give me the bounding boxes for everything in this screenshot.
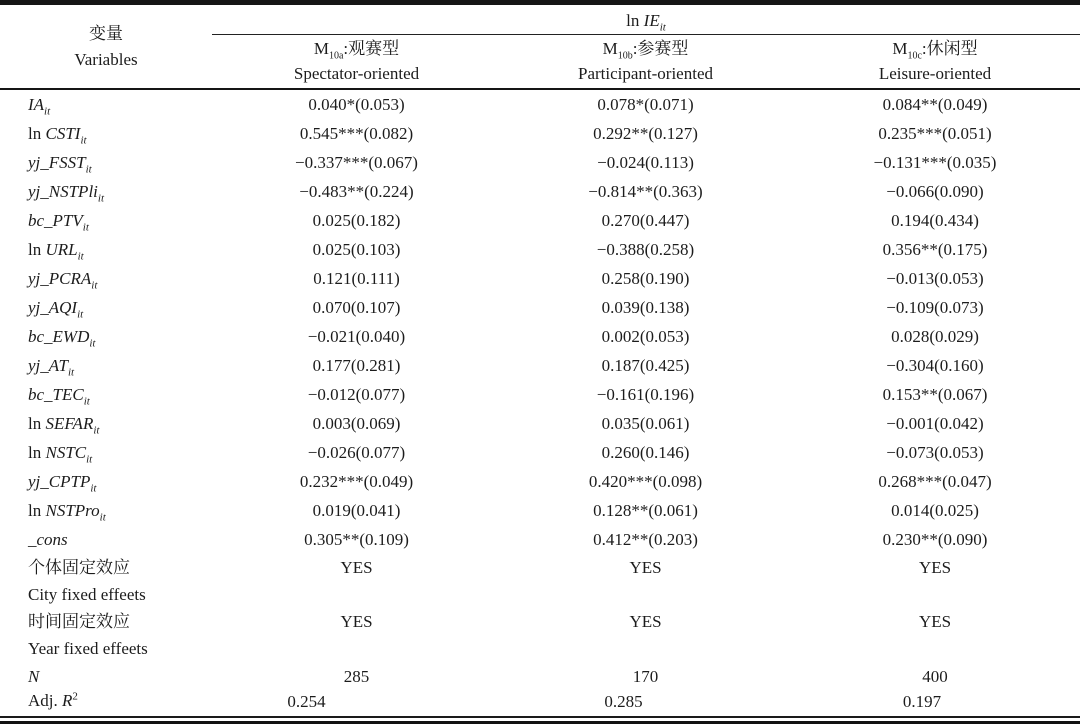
table-row — [0, 380, 1080, 409]
coefficient-cell: 0.040*(0.053) — [308, 94, 405, 114]
coefficient-cell: 0.121(0.111) — [313, 268, 400, 288]
coefficient-cell: 0.039(0.138) — [601, 297, 690, 317]
coefficient-cell: −0.814**(0.363) — [588, 181, 703, 201]
coefficient-cell: 0.028(0.029) — [891, 326, 979, 346]
model-title-zh: $M_{10a}$:观赛型 — [313, 38, 400, 62]
header-variables — [0, 5, 212, 88]
table-row — [0, 177, 1080, 206]
coefficient-cell: 0.003(0.069) — [312, 413, 401, 433]
variable-label: $yj\_FSST_{it}$ — [28, 152, 92, 175]
coefficient-cell: 0.025(0.103) — [312, 239, 401, 259]
fixed-effects-label-en: Year fixed effeets — [28, 639, 148, 658]
coefficient-cell: 0.014(0.025) — [891, 500, 979, 520]
coefficient-cell: 0.235***(0.051) — [878, 123, 992, 143]
coefficient-cell: −0.337***(0.067) — [295, 152, 418, 172]
table-row — [0, 119, 1080, 148]
variable-label: $IA_{it}$ — [28, 94, 51, 117]
observations-cell: 170 — [632, 666, 659, 686]
fixed-effects-label-zh: 个体固定效应 — [28, 558, 130, 577]
coefficient-cell: −0.013(0.053) — [886, 268, 984, 288]
fixed-effects-cell: YES — [340, 612, 373, 631]
adjusted-r-squared-cell: 0.254 — [287, 692, 326, 711]
fixed-effects-cell: YES — [918, 612, 952, 631]
coefficient-cell: 0.356**(0.175) — [882, 239, 988, 259]
coefficient-cell: 0.305**(0.109) — [304, 529, 409, 549]
coefficient-cell: 0.270(0.447) — [601, 210, 690, 230]
coefficient-cell: −0.109(0.073) — [886, 297, 984, 317]
coefficient-cell: 0.084**(0.049) — [882, 94, 988, 114]
fixed-effects-cell: YES — [918, 558, 952, 577]
coefficient-cell: −0.026(0.077) — [307, 442, 406, 462]
coefficient-cell: 0.420***(0.098) — [588, 471, 703, 491]
coefficient-cell: 0.412**(0.203) — [593, 529, 698, 549]
model-title-en: Participant-oriented — [577, 63, 713, 83]
table-row — [0, 322, 1080, 351]
coefficient-cell: 0.187(0.425) — [601, 355, 690, 375]
coefficient-cell: −0.131***(0.035) — [873, 152, 997, 172]
coefficient-cell: −0.024(0.113) — [597, 152, 694, 172]
coefficient-cell: −0.161(0.196) — [596, 384, 695, 404]
coefficient-cell: 0.230**(0.090) — [882, 529, 988, 549]
table-row — [0, 148, 1080, 177]
model-title-en: Leisure-oriented — [878, 63, 992, 83]
table-row-year-fixed-effects — [0, 608, 1080, 662]
header-variables-zh: 变量 — [89, 24, 123, 43]
table-row — [0, 293, 1080, 322]
coefficient-cell: −0.001(0.042) — [886, 413, 984, 433]
fixed-effects-label-en: City fixed effeets — [28, 585, 146, 604]
variable-label: ln NSTPro$_{it}$ — [28, 500, 106, 523]
header-dependent-variable: $\ln IE_{it}$ — [212, 5, 1080, 35]
variable-label: $bc\_TEC_{it}$ — [28, 384, 90, 407]
model-title-zh: $M_{10b}$:参赛型 — [602, 38, 689, 62]
variable-label: $yj\_AT_{it}$ — [28, 355, 75, 378]
adjusted-r-squared-label: Adj. $R^2$ — [28, 690, 78, 710]
coefficient-cell: −0.012(0.077) — [307, 384, 406, 404]
table-row — [0, 438, 1080, 467]
fixed-effects-label — [0, 554, 212, 608]
table-row — [0, 525, 1080, 554]
coefficient-cell: 0.232***(0.049) — [299, 471, 414, 491]
variable-label: $yj\_CPTP_{it}$ — [28, 471, 97, 494]
coefficient-cell: −0.073(0.053) — [886, 442, 984, 462]
coefficient-cell: 0.545***(0.082) — [299, 123, 414, 143]
coefficient-cell: −0.388(0.258) — [596, 239, 695, 259]
model-title-en: Spectator-oriented — [293, 63, 420, 83]
coefficient-cell: 0.019(0.041) — [312, 500, 401, 520]
coefficient-cell: 0.268***(0.047) — [878, 471, 992, 491]
variable-label: $bc\_EWD_{it}$ — [28, 326, 96, 349]
coefficient-cell: −0.483**(0.224) — [299, 181, 414, 201]
coefficient-cell: 0.002(0.053) — [601, 326, 690, 346]
adjusted-r-squared-cell: 0.285 — [604, 692, 643, 711]
observations-label: N — [28, 666, 40, 686]
table-row — [0, 496, 1080, 525]
variable-label: $\ln CSTI_{it}$ — [28, 123, 87, 146]
table-row — [0, 206, 1080, 235]
table-row-city-fixed-effects — [0, 554, 1080, 608]
coefficient-cell: −0.021(0.040) — [307, 326, 406, 346]
coefficient-cell: 0.292**(0.127) — [593, 123, 698, 143]
header-model-m10b — [501, 35, 790, 88]
coefficient-cell: 0.260(0.146) — [601, 442, 690, 462]
coefficient-cell: 0.153**(0.067) — [882, 384, 988, 404]
coefficient-cell: 0.035(0.061) — [601, 413, 690, 433]
variable-label: $\ln URL_{it}$ — [28, 239, 84, 262]
header-variables-en: Variables — [74, 49, 138, 69]
table-row — [0, 264, 1080, 293]
bottom-rule — [0, 716, 1080, 724]
coefficient-cell: 0.258(0.190) — [601, 268, 690, 288]
coefficient-cell: −0.304(0.160) — [886, 355, 984, 375]
variable-label: $\ln NSTC_{it}$ — [28, 442, 93, 465]
header-model-m10a — [212, 35, 501, 88]
table-header — [0, 5, 1080, 90]
coefficient-cell: 0.194(0.434) — [891, 210, 979, 230]
model-title-zh: $M_{10c}$:休闲型 — [892, 38, 978, 62]
fixed-effects-label — [0, 608, 212, 662]
coefficient-cell: 0.070(0.107) — [312, 297, 401, 317]
variable-label: $yj\_AQI_{it}$ — [28, 297, 84, 320]
variable-label: yj_NSTPli$_{it}$ — [28, 181, 105, 204]
coefficient-cell: 0.078*(0.071) — [597, 94, 694, 114]
fixed-effects-cell: YES — [340, 558, 373, 577]
adjusted-r-squared-cell: 0.197 — [902, 692, 942, 711]
fixed-effects-cell: YES — [629, 558, 662, 577]
observations-cell: 285 — [343, 666, 370, 686]
table-row — [0, 90, 1080, 119]
coefficient-cell: 0.025(0.182) — [312, 210, 401, 230]
header-model-m10c — [790, 35, 1080, 88]
table-row-adjusted-r-squared — [0, 691, 1080, 716]
fixed-effects-cell: YES — [629, 612, 662, 631]
table-row — [0, 409, 1080, 438]
variable-label: $yj\_PCRA_{it}$ — [28, 268, 98, 291]
coefficient-cell: 0.177(0.281) — [312, 355, 401, 375]
coefficient-cell: −0.066(0.090) — [886, 181, 984, 201]
observations-cell: 400 — [922, 666, 948, 686]
table-row-observations — [0, 662, 1080, 691]
variable-label: _cons — [28, 529, 68, 549]
table-row — [0, 235, 1080, 264]
table-row — [0, 467, 1080, 496]
coefficient-cell: 0.128**(0.061) — [593, 500, 698, 520]
variable-label: $bc\_PTV_{it}$ — [28, 210, 89, 233]
table-row — [0, 351, 1080, 380]
variable-label: $\ln SEFAR_{it}$ — [28, 413, 100, 436]
fixed-effects-label-zh: 时间固定效应 — [28, 612, 130, 631]
